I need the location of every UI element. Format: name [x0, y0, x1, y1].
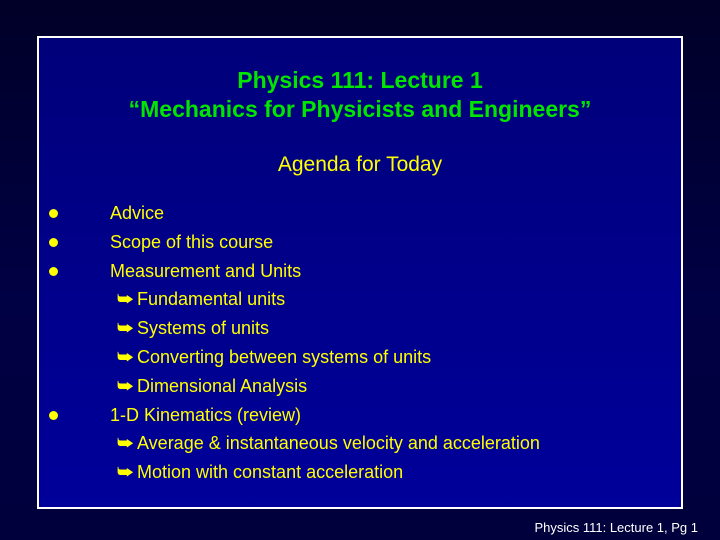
bullet-dot-icon: [49, 267, 58, 276]
agenda-subitem-label: Average & instantaneous velocity and acceleration: [137, 433, 540, 454]
slide-title: [39, 66, 681, 124]
agenda-subitem-label: Dimensional Analysis: [137, 375, 308, 396]
arrow-icon: ⮩: [117, 318, 134, 339]
slide-frame: [37, 36, 683, 509]
title-line-2: “Mechanics for Physicists and Engineers”: [128, 96, 592, 122]
agenda-heading: Agenda for Today: [277, 153, 443, 176]
agenda-item-label: Advice: [110, 203, 165, 223]
bullet-dot-icon: [49, 238, 58, 247]
agenda-item-label: Scope of this course: [110, 231, 274, 252]
bullet-dot-icon: [49, 209, 58, 218]
bullet-dot-icon: [49, 411, 58, 420]
arrow-icon: ⮩: [117, 462, 134, 483]
arrow-icon: ⮩: [117, 346, 134, 367]
slide-footer: Physics 111: Lecture 1, Pg 1: [534, 520, 698, 535]
arrow-icon: ⮩: [117, 289, 134, 310]
agenda-subitem-label: Motion with constant acceleration: [137, 462, 404, 483]
title-line-1: Physics 111: Lecture 1: [237, 67, 483, 93]
agenda-item-label: 1-D Kinematics (review): [110, 404, 302, 425]
agenda-item-label: Measurement and Units: [110, 260, 302, 281]
arrow-icon: ⮩: [117, 433, 134, 454]
agenda-subitem-label: Fundamental units: [137, 289, 286, 310]
agenda-subitem-label: Converting between systems of units: [137, 346, 432, 367]
agenda-subitem-label: Systems of units: [137, 318, 270, 339]
arrow-icon: ⮩: [117, 375, 134, 396]
